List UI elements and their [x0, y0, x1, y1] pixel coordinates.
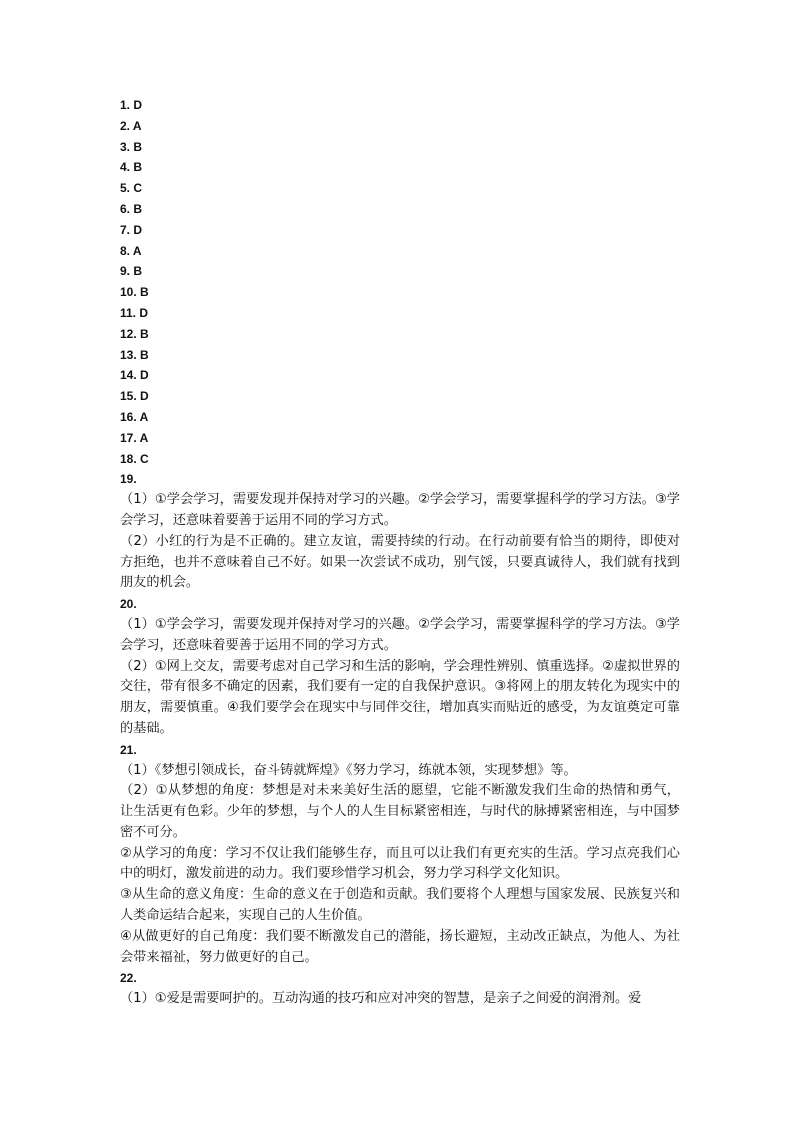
answer-paragraph: （2）①从梦想的角度：梦想是对未来美好生活的愿望，它能不断激发我们生命的热情和勇气，让生活更有色彩。少年的梦想，与个人的人生目标紧密相连，与时代的脉搏紧密相连，与中国梦密不可分。 — [120, 783, 680, 840]
answer-item: 4. B — [120, 160, 143, 175]
question-number: 21. — [120, 742, 137, 757]
answer-item: 18. C — [120, 451, 149, 466]
question-19 — [120, 469, 680, 594]
answer-paragraph: ②从学习的角度：学习不仅让我们能够生存，而且可以让我们有更充实的生活。学习点亮我们心中的明灯，激发前进的动力。我们要珍惜学习机会，努力学习科学文化知识。 — [120, 845, 680, 882]
answer-sheet — [120, 95, 680, 1010]
answer-item: 15. D — [120, 389, 149, 404]
answer-paragraph: （1）《梦想引领成长，奋斗铸就辉煌》《努力学习，练就本领，实现梦想》等。 — [120, 762, 577, 778]
answer-item: 7. D — [120, 222, 143, 237]
answer-item: 2. A — [120, 118, 142, 133]
question-21 — [120, 740, 680, 969]
answer-paragraph: （1）①爱是需要呵护的。互动沟通的技巧和应对冲突的智慧，是亲子之间爱的润滑剂。爱 — [120, 991, 642, 1007]
answer-paragraph: ④从做更好的自己角度：我们要不断激发自己的潜能，扬长避短，主动改正缺点，为他人、为社会带来福祉，努力做更好的自己。 — [120, 928, 680, 965]
answer-item: 8. A — [120, 243, 142, 258]
question-20 — [120, 594, 680, 740]
answer-item: 12. B — [120, 326, 149, 341]
answer-item: 10. B — [120, 285, 149, 300]
answer-item: 5. C — [120, 181, 143, 196]
answer-paragraph: ③从生命的意义角度：生命的意义在于创造和贡献。我们要将个人理想与国家发展、民族复兴和人类命运结合起来，实现自己的人生价值。 — [120, 887, 680, 924]
answer-paragraph: （1）①学会学习，需要发现并保持对学习的兴趣。②学会学习，需要掌握科学的学习方法。③学会学习，还意味着要善于运用不同的学习方式。 — [120, 616, 680, 653]
question-number: 19. — [120, 472, 137, 487]
answer-item: 1. D — [120, 98, 143, 112]
answer-paragraph: （2）小红的行为是不正确的。建立友谊，需要持续的行动。在行动前要有恰当的期待，即使对方拒绝，也并不意味着自己不好。如果一次尝试不成功，别气馁，只要真诚待人，我们就有找到朋友的机会。 — [120, 533, 680, 591]
answer-paragraph: （2）①网上交友，需要考虑对自己学习和生活的影响，学会理性辨别、慎重选择。②虚拟世界的交往，带有很多不确定的因素，我们要有一定的自我保护意识。③将网上的朋友转化为现实中的朋友，需要慎重。④我们要学会在现实中与同伴交往，增加真实而贴近的感受，为友谊奠定可靠的基础。 — [120, 658, 680, 736]
answer-list — [120, 95, 680, 469]
answer-item: 14. D — [120, 368, 149, 383]
answer-paragraph: （1）①学会学习，需要发现并保持对学习的兴趣。②学会学习，需要掌握科学的学习方法。③学会学习，还意味着要善于运用不同的学习方式。 — [120, 492, 680, 528]
question-number: 20. — [120, 597, 137, 612]
answer-item: 17. A — [120, 430, 149, 445]
answer-item: 11. D — [120, 305, 149, 320]
answer-item: 13. B — [120, 347, 149, 362]
question-number: 22. — [120, 971, 137, 986]
answer-item: 6. B — [120, 201, 143, 216]
answer-item: 3. B — [120, 139, 143, 154]
question-22 — [120, 968, 680, 1010]
answer-item: 16. A — [120, 409, 149, 424]
answer-item: 9. B — [120, 264, 143, 279]
